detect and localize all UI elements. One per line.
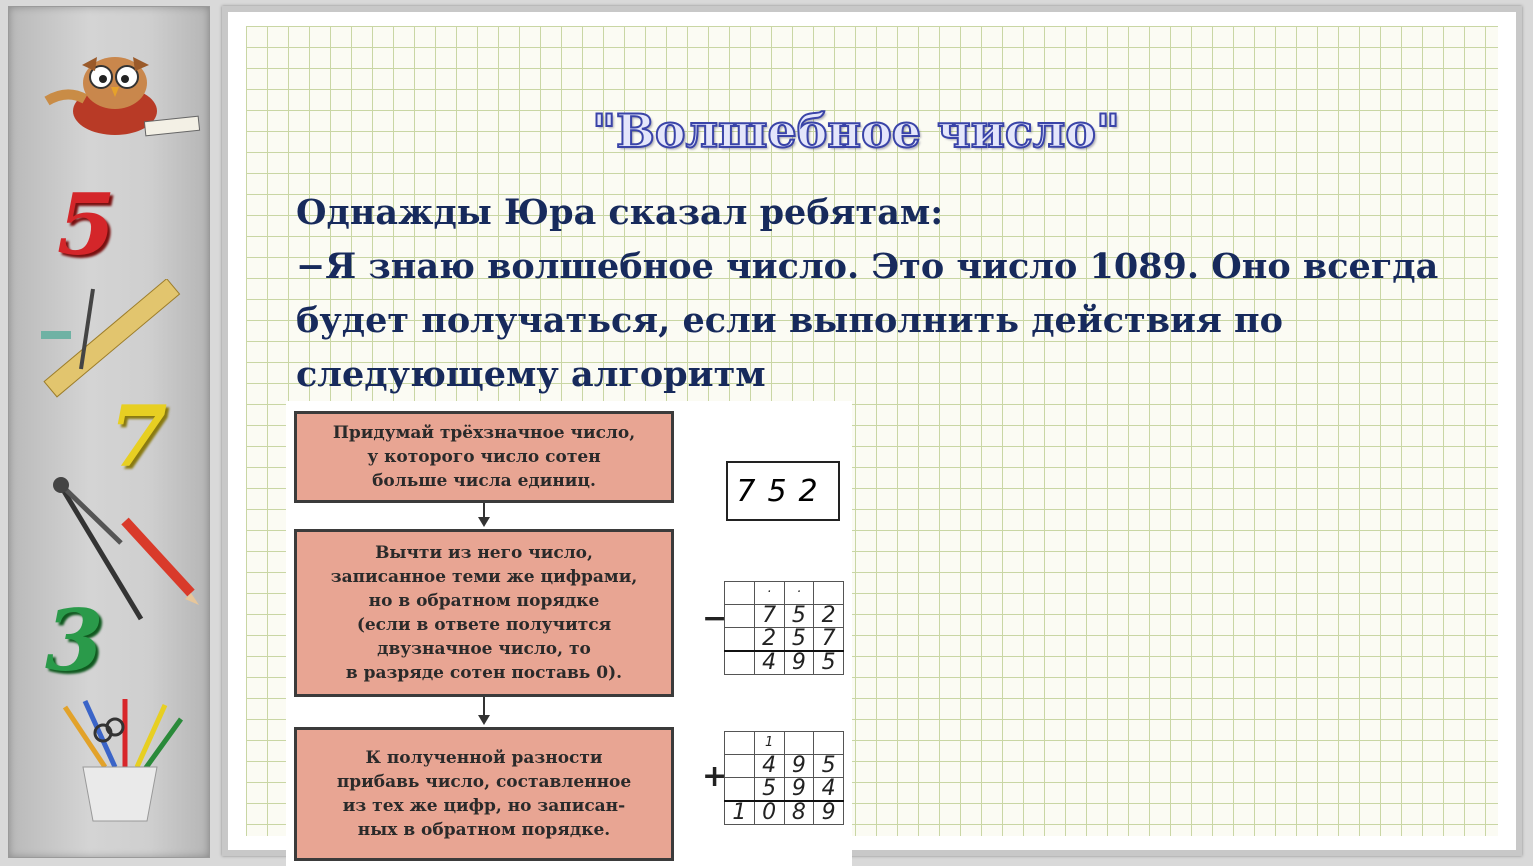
digit-cell: 7 <box>814 628 844 652</box>
digit-cell: 0 <box>754 801 784 825</box>
algorithm-figure <box>286 401 852 866</box>
minus-sign: − <box>702 601 728 636</box>
digit-cell <box>725 605 755 628</box>
owl-icon <box>37 41 207 141</box>
graph-paper <box>246 26 1498 840</box>
number-7-icon: 7 <box>109 387 168 486</box>
flow-arrow-line <box>483 697 485 715</box>
step-line: Вычти из него число, <box>375 543 593 563</box>
digit-cell <box>725 755 755 778</box>
intro-text <box>296 186 1439 402</box>
digit-cell: 4 <box>754 755 784 778</box>
pencil-cup-icon <box>45 697 195 827</box>
step-line: из тех же цифр, но записан- <box>342 796 626 816</box>
number-5-icon: 5 <box>57 175 116 274</box>
digit-cell: 5 <box>814 755 844 778</box>
intro-line: Однажды Юра сказал ребятам: <box>296 192 944 233</box>
digit-cell: 4 <box>754 651 784 675</box>
carry-mark <box>814 732 844 755</box>
borrow-mark <box>725 582 755 605</box>
number-3-icon: 3 <box>45 591 104 690</box>
digit-cell: 9 <box>784 778 814 802</box>
digit-cell: 9 <box>784 755 814 778</box>
digit-cell <box>725 628 755 652</box>
carry-mark: 1 <box>754 732 784 755</box>
carry-mark <box>725 732 755 755</box>
step-line: в разряде сотен поставь 0). <box>345 663 623 683</box>
start-number-box: 752 <box>726 461 840 521</box>
digit-cell: 9 <box>784 651 814 675</box>
step-line: Придумай трёхзначное число, <box>332 423 636 443</box>
subtraction-grid <box>724 581 844 675</box>
digit-cell <box>725 651 755 675</box>
flow-arrow-head <box>478 715 490 725</box>
digit-cell: 7 <box>754 605 784 628</box>
step-line: ных в обратном порядке. <box>357 820 611 840</box>
step-line: записанное теми же цифрами, <box>330 567 638 587</box>
digit-cell: 5 <box>754 778 784 802</box>
plus-sign: + <box>702 759 728 794</box>
step-line: у которого число сотен <box>367 447 601 467</box>
slide-title: "Волшебное число" <box>592 104 1120 158</box>
decorative-sidebar <box>8 6 210 858</box>
borrow-mark <box>814 582 844 605</box>
digit-cell: 4 <box>814 778 844 802</box>
algorithm-step-3 <box>294 727 674 861</box>
digit-cell: 5 <box>814 651 844 675</box>
digit-cell: 1 <box>725 801 755 825</box>
borrow-mark: · <box>784 582 814 605</box>
intro-line: −Я знаю волшебное число. Это число 1089. Оно всегда <box>296 246 1439 287</box>
digit-cell: 2 <box>754 628 784 652</box>
digit-cell: 5 <box>784 628 814 652</box>
digit-cell: 8 <box>784 801 814 825</box>
intro-line: будет получаться, если выполнить действия по <box>296 300 1284 341</box>
algorithm-step-2 <box>294 529 674 697</box>
algorithm-step-1 <box>294 411 674 503</box>
digit-cell: 2 <box>814 605 844 628</box>
step-line: двузначное число, то <box>377 639 591 659</box>
addition-grid <box>724 731 844 825</box>
digit-cell: 5 <box>784 605 814 628</box>
digit-cell <box>725 778 755 802</box>
step-line: больше числа единиц. <box>372 471 596 491</box>
step-line: (если в ответе получится <box>356 615 612 635</box>
carry-mark <box>784 732 814 755</box>
slide-frame <box>222 6 1522 856</box>
borrow-mark: · <box>754 582 784 605</box>
step-line: К полученной разности <box>365 748 603 768</box>
step-line: но в обратном порядке <box>368 591 600 611</box>
intro-line: следующему алгоритм <box>296 354 766 395</box>
digit-cell: 9 <box>814 801 844 825</box>
flow-arrow-head <box>478 517 490 527</box>
step-line: прибавь число, составленное <box>336 772 632 792</box>
